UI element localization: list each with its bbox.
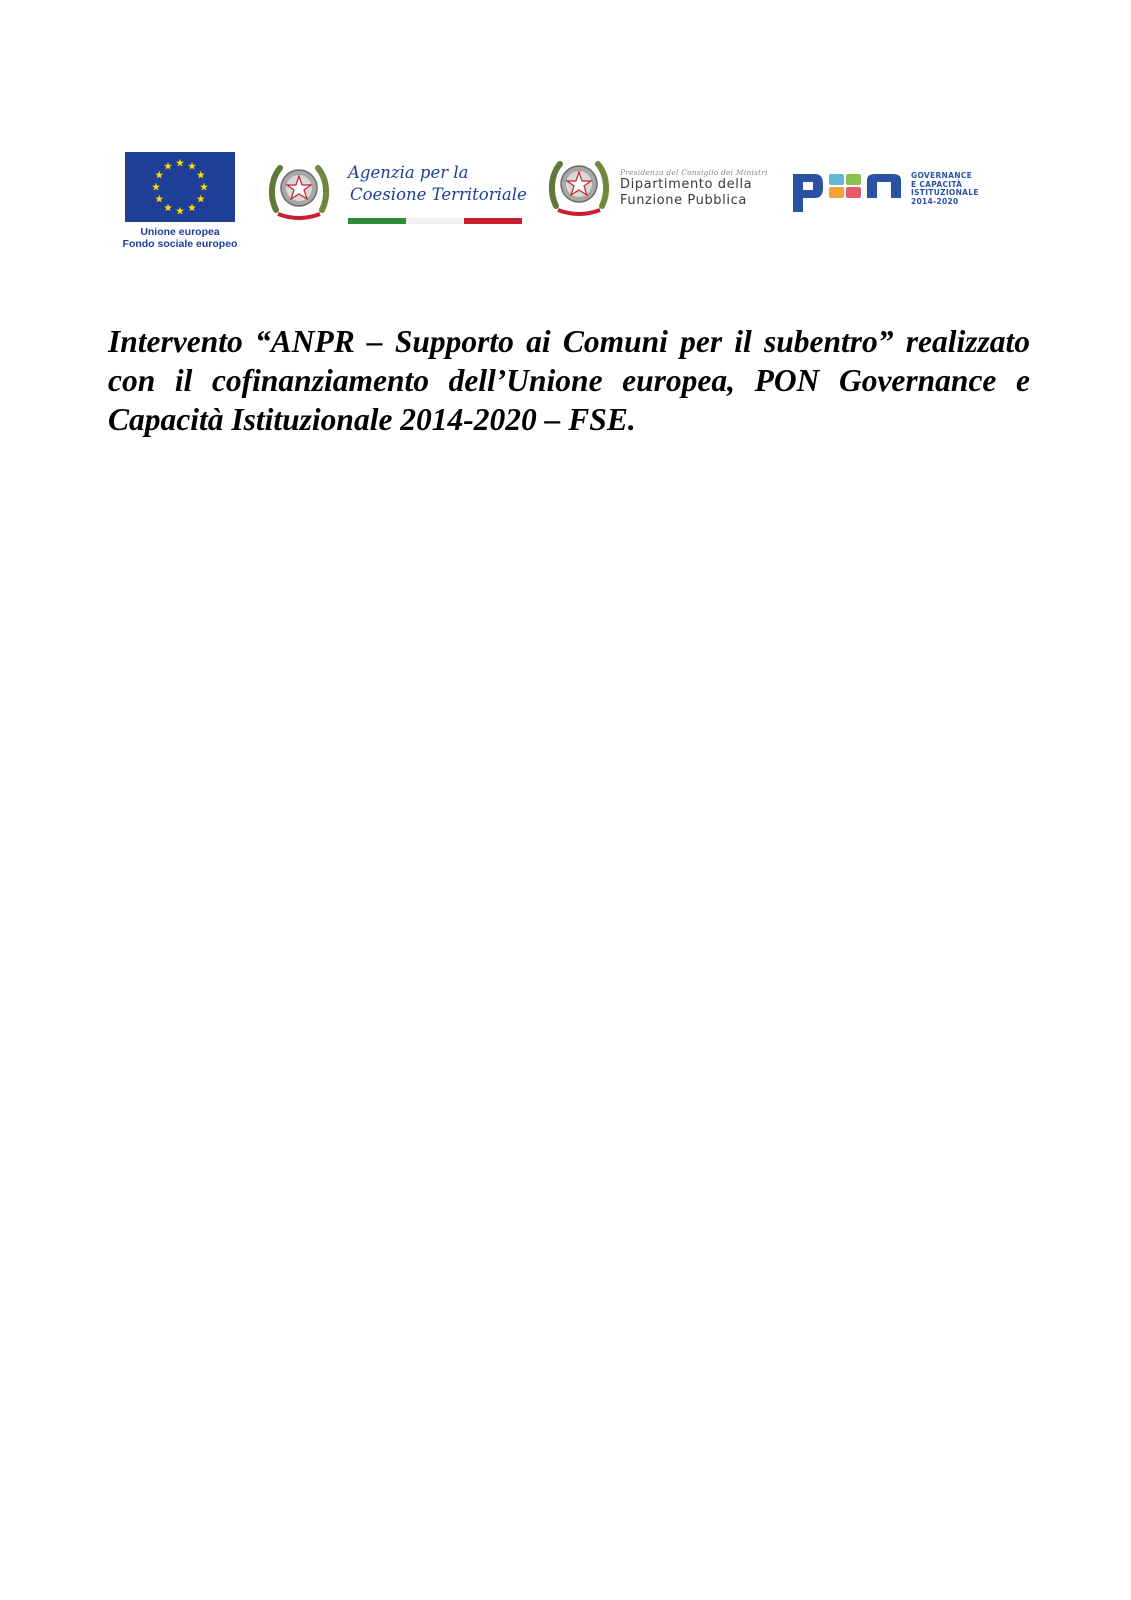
dfp-line2: Funzione Pubblica	[620, 193, 747, 208]
logo-bar	[0, 0, 1131, 270]
pon-subtitle	[911, 172, 979, 206]
pon-mark-icon	[789, 170, 907, 216]
intervention-statement: Intervento “ANPR – Supporto ai Comuni per il subentro” realizzato con il cofinanziamento dell’Unione europea, PON Governance e Capacità Istituzionale 2014-2020 – FSE.	[108, 324, 1030, 437]
dfp-line1: Dipartimento della	[620, 177, 753, 192]
eu-star-icon	[197, 195, 205, 203]
agenzia-coesione-logo	[348, 162, 527, 228]
eu-star-icon	[155, 171, 163, 179]
pon-sub-line4: 2014-2020	[911, 196, 959, 206]
eu-star-icon	[176, 207, 184, 215]
pon-sub-line1: GOVERNANCE	[911, 171, 973, 180]
pon-sub-line2: E CAPACITÀ	[911, 179, 963, 189]
pon-sub-line3: ISTITUZIONALE	[911, 188, 979, 197]
agenzia-line2: Coesione Territoriale	[350, 185, 527, 204]
agenzia-line1: Agenzia per la	[348, 163, 469, 182]
eu-star-icon	[197, 171, 205, 179]
eu-star-icon	[188, 162, 196, 170]
eu-logo	[115, 152, 245, 250]
pon-logo	[789, 170, 989, 216]
eu-star-icon	[200, 183, 208, 191]
eu-star-icon	[188, 204, 196, 212]
eu-caption-line2: Fondo sociale europeo	[122, 238, 238, 250]
eu-star-icon	[164, 162, 172, 170]
italian-emblem-icon	[268, 158, 330, 229]
agenzia-name	[348, 162, 527, 206]
eu-star-icon	[155, 195, 163, 203]
dfp-small-line: Presidenza del Consiglio dei Ministri	[620, 168, 768, 177]
eu-caption-line1: Unione europea	[140, 226, 220, 238]
eu-star-icon	[152, 183, 160, 191]
italian-emblem-icon	[548, 154, 610, 225]
eu-star-icon	[176, 159, 184, 167]
tricolor-bar	[348, 218, 522, 224]
eu-star-icon	[164, 204, 172, 212]
eu-flag-icon	[125, 152, 235, 222]
dipartimento-funzione-pubblica-logo	[620, 168, 770, 209]
eu-caption	[115, 226, 245, 250]
